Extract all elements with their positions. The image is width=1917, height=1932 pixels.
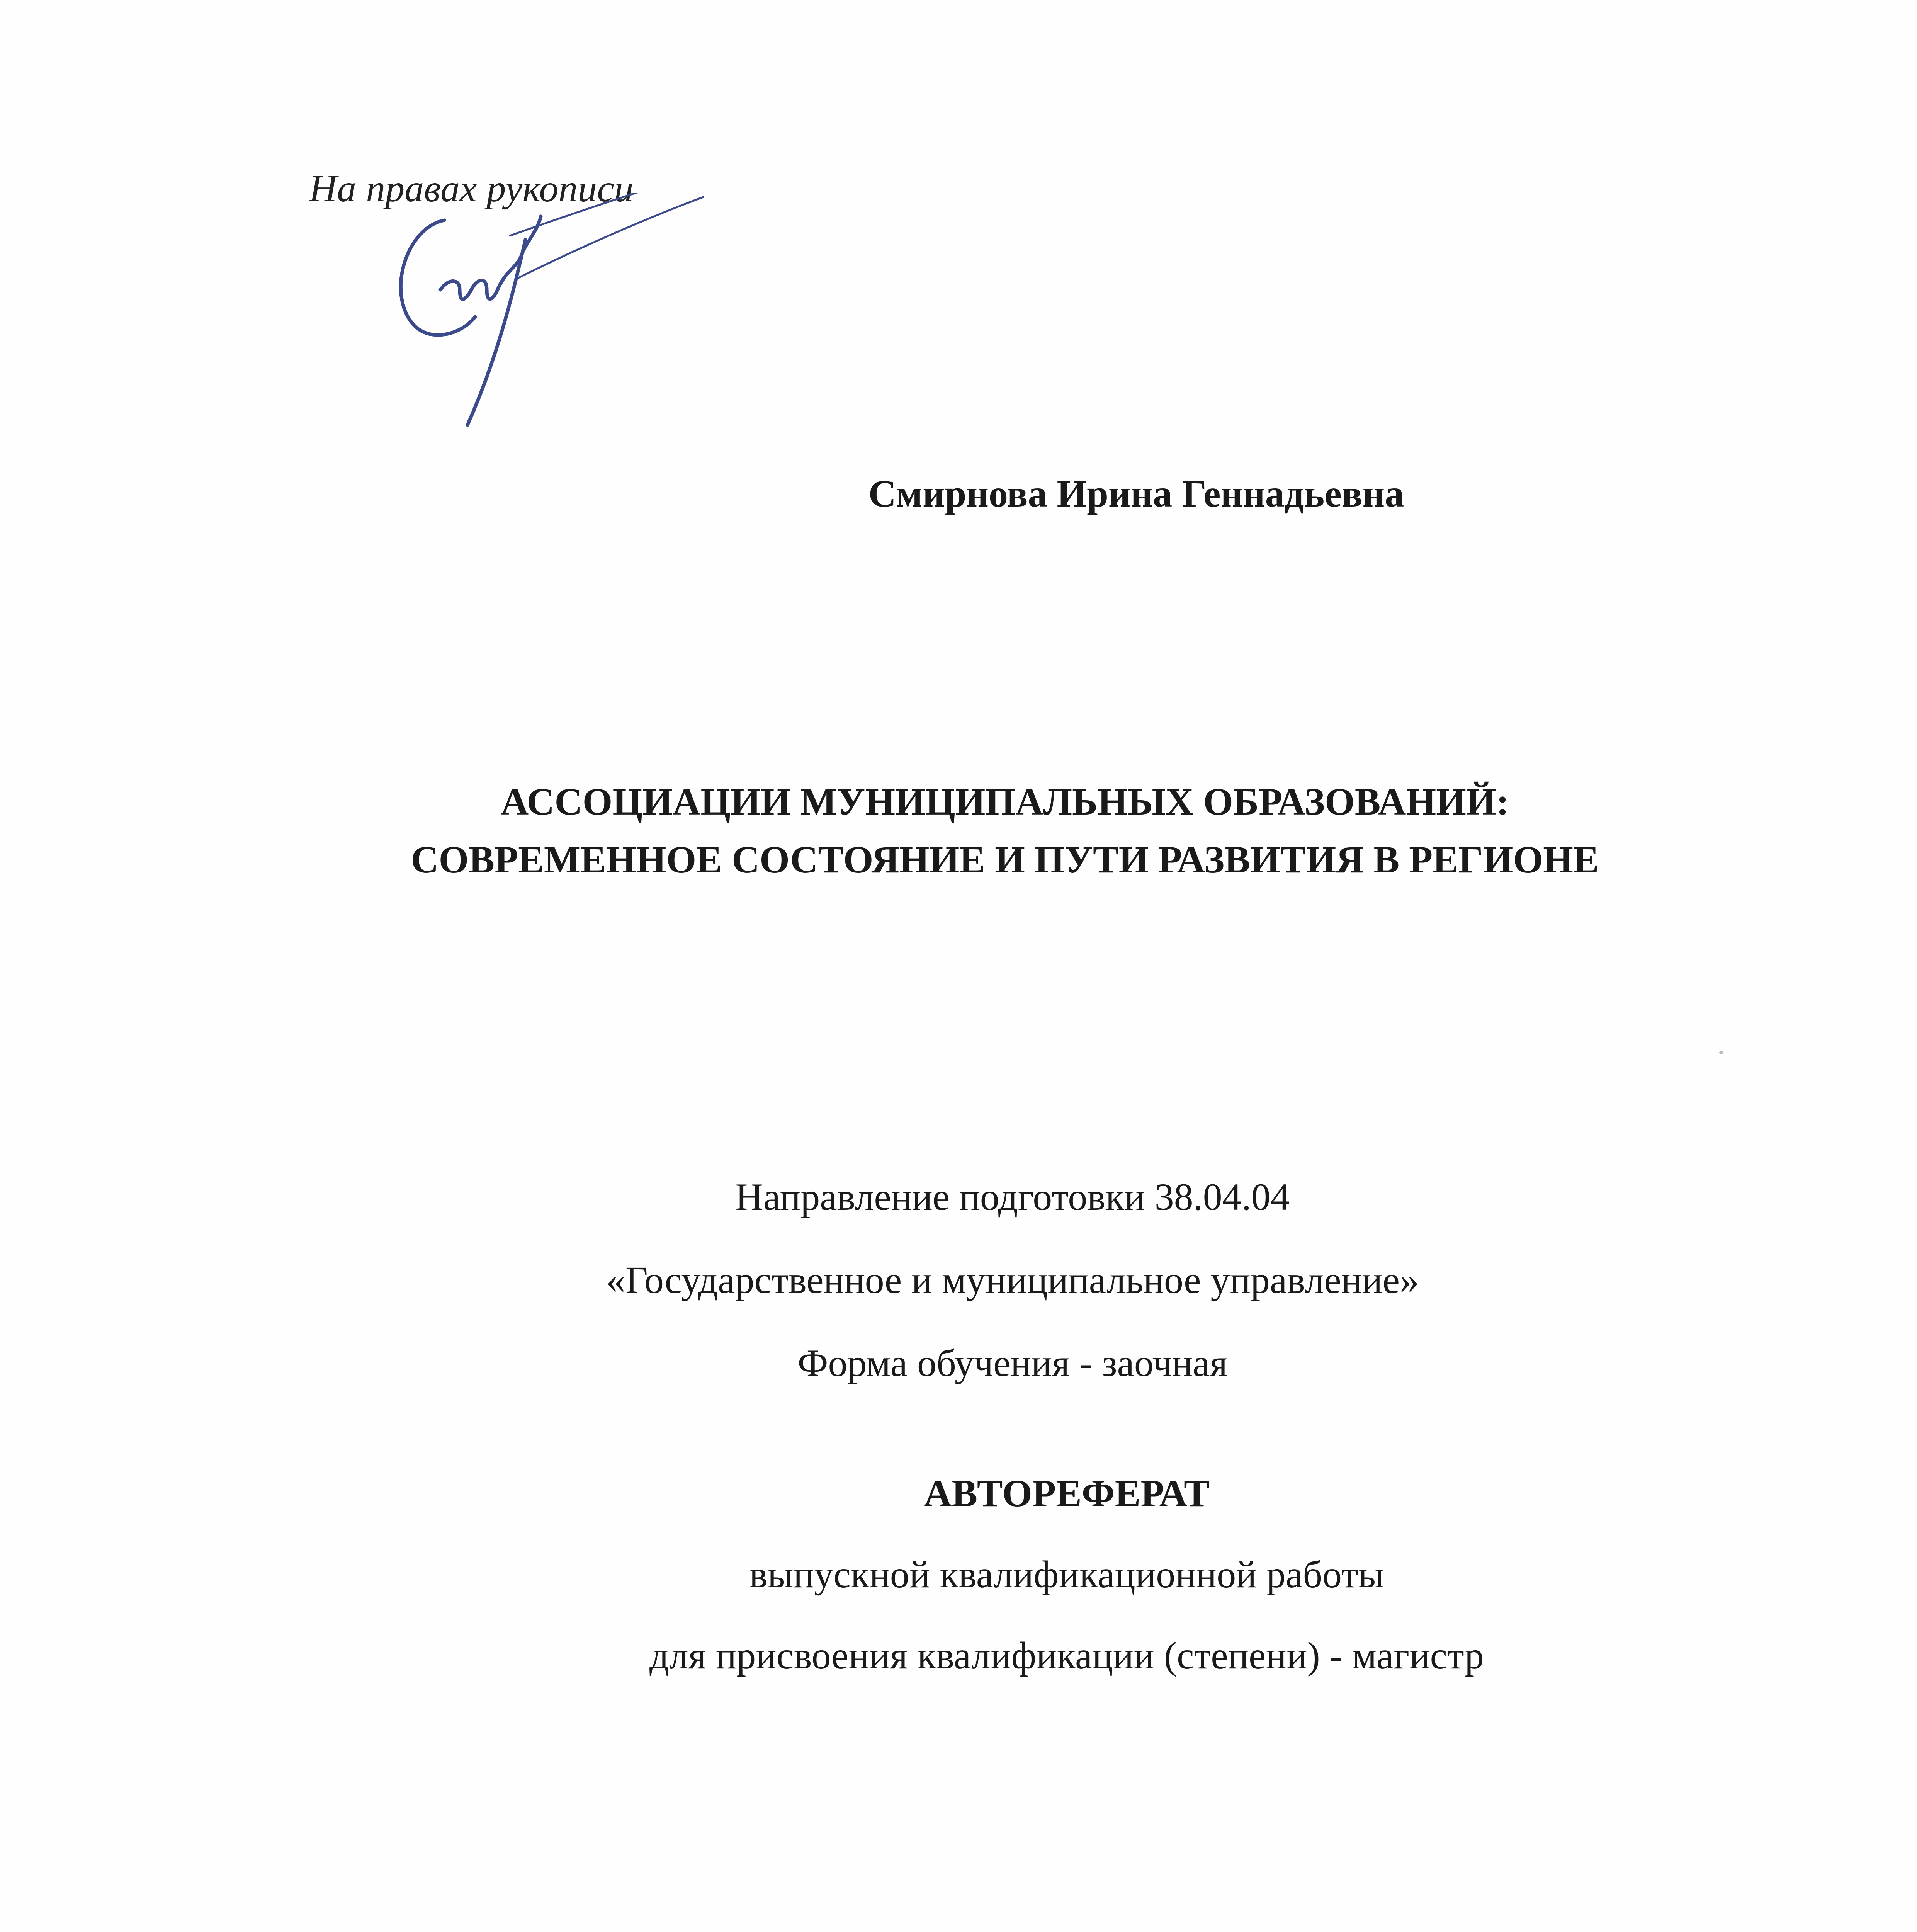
abstract-block bbox=[0, 1453, 1917, 1696]
thesis-title bbox=[0, 773, 1917, 889]
abstract-heading: АВТОРЕФЕРАТ bbox=[924, 1472, 1210, 1515]
thesis-title-line-1: АССОЦИАЦИИ МУНИЦИПАЛЬНЫХ ОБРАЗОВАНИЙ: bbox=[500, 780, 1509, 823]
author-name: Смирнова Ирина Геннадьевна bbox=[868, 472, 1404, 515]
abstract-line-2: для присвоения квалификации (степени) - магистр bbox=[649, 1634, 1484, 1677]
program-block bbox=[0, 1155, 1917, 1405]
program-name: «Государственное и муниципальное управление» bbox=[606, 1259, 1419, 1301]
program-direction: Направление подготовки 38.04.04 bbox=[735, 1175, 1290, 1218]
study-form: Форма обучения - заочная bbox=[797, 1342, 1228, 1384]
thesis-title-line-2: СОВРЕМЕННОЕ СОСТОЯНИЕ И ПУТИ РАЗВИТИЯ В РЕГИОНЕ bbox=[411, 838, 1599, 881]
abstract-line-1: выпускной квалификационной работы bbox=[749, 1553, 1384, 1596]
scan-speck bbox=[1719, 1051, 1723, 1054]
handwritten-signature bbox=[371, 193, 719, 444]
manuscript-note: На правах рукописи bbox=[309, 167, 634, 210]
